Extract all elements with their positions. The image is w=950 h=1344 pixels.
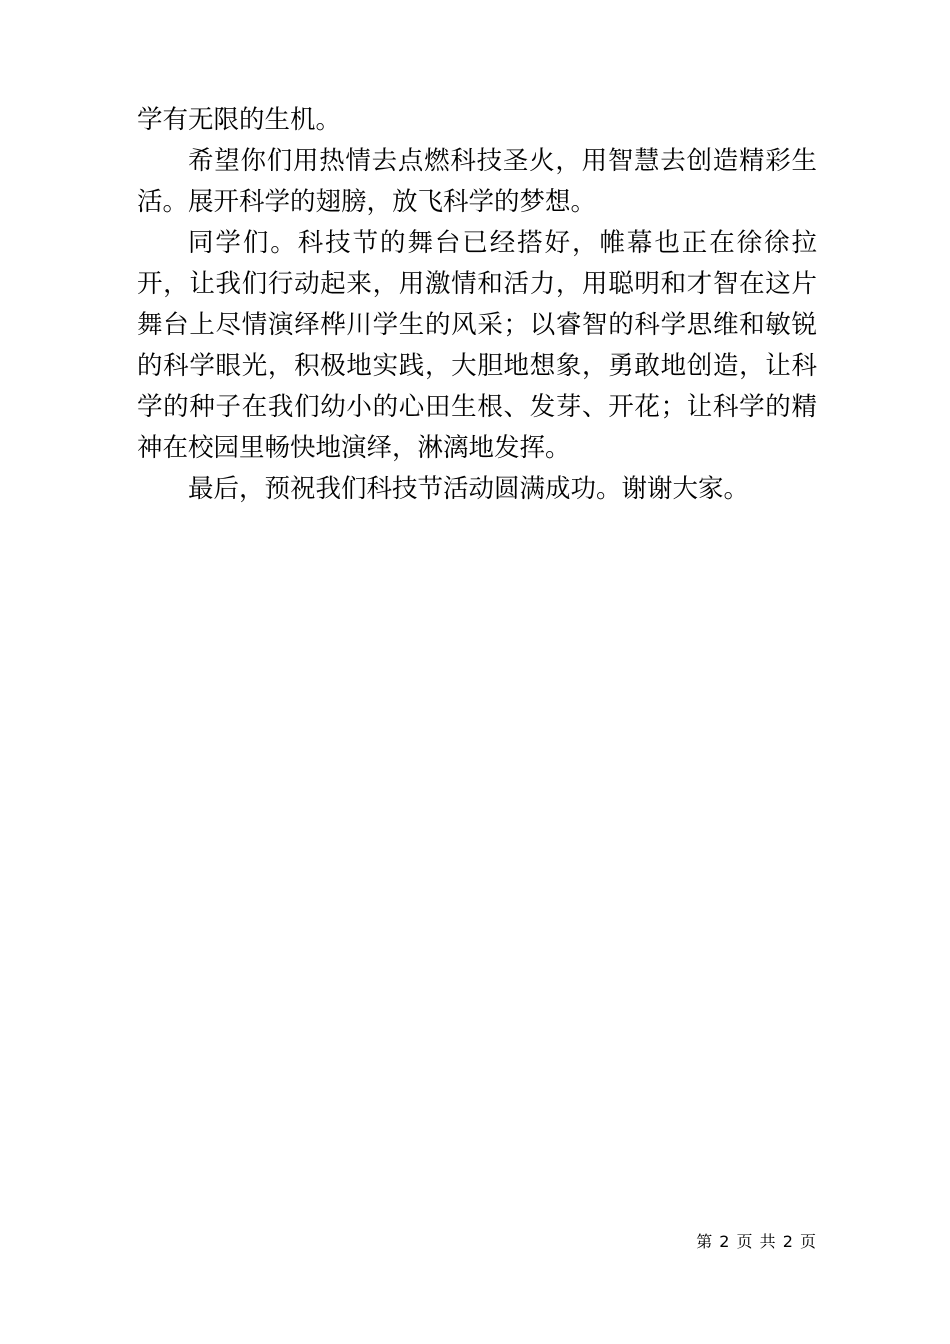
paragraph-1: 学有无限的生机。 bbox=[137, 105, 342, 135]
document-body bbox=[137, 100, 817, 510]
paragraph-3: 同学们。科技节的舞台已经搭好，帷幕也正在徐徐拉开，让我们行动起来，用激情和活力，用聪明和才智在这片舞台上尽情演绎桦川学生的风采；以睿智的科学思维和敏锐的科学眼光，积极地实践，大胆地想象，勇敢地创造，让科学的种子在我们幼小的心田生根、发芽、开花；让科学的精神在校园里畅快地演绎，淋漓地发挥。 bbox=[137, 228, 817, 463]
paragraph-2: 希望你们用热情去点燃科技圣火，用智慧去创造精彩生活。展开科学的翅膀，放飞科学的梦想。 bbox=[137, 146, 817, 217]
paragraph-4: 最后，预祝我们科技节活动圆满成功。谢谢大家。 bbox=[188, 474, 750, 504]
page-footer: 第 2 页 共 2 页 bbox=[696, 1232, 817, 1251]
